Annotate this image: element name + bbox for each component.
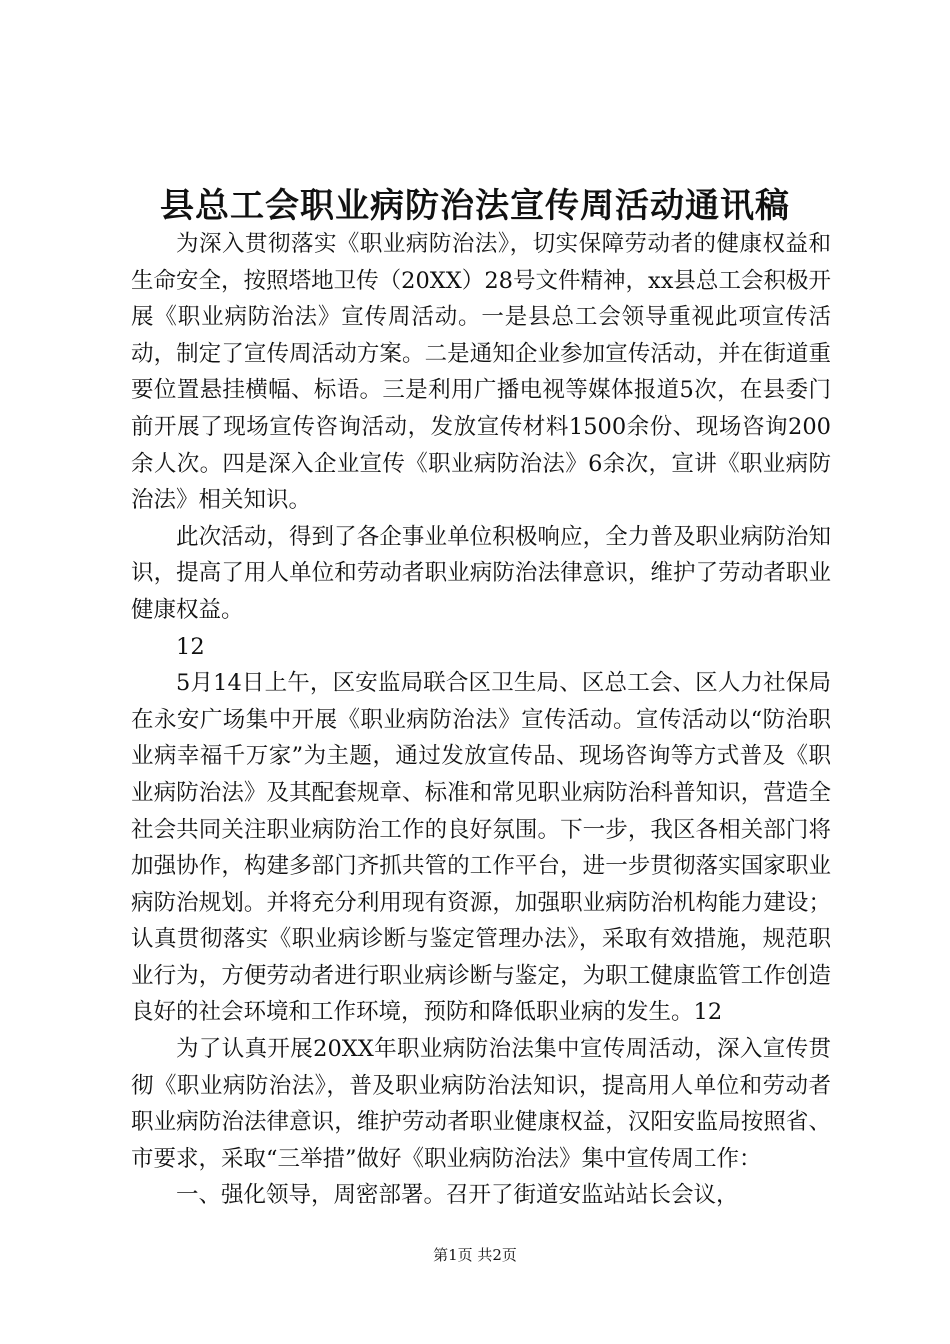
paragraph: 为深入贯彻落实《职业病防治法》，切实保障劳动者的健康权益和生命安全，按照塔地卫传（20XX）28号文件精神，xx县总工会积极开展《职业病防治法》宣传周活动。一是县总工会领导重视此项宣传活动，制定了宣传周活动方案。二是通知企业参加宣传活动，并在街道重要位置悬挂横幅、标语。三是利用广播电视等媒体报道5次，在县委门前开展了现场宣传咨询活动，发放宣传材料1500余份、现场咨询200余人次。四是深入企业宣传《职业病防治法》6余次，宣讲《职业病防治法》相关知识。 [131, 231, 831, 514]
paragraph: 此次活动，得到了各企事业单位积极响应，全力普及职业病防治知识，提高了用人单位和劳动者职业病防治法律意识，维护了劳动者职业健康权益。 [131, 523, 831, 623]
paragraph: 为了认真开展20XX年职业病防治法集中宣传周活动，深入宣传贯彻《职业病防治法》，普及职业病防治法知识，提高用人单位和劳动者职业病防治法律意识，维护劳动者职业健康权益，汉阳安监局按照省、市要求，采取“三举措”做好《职业病防治法》集中宣传周工作： [131, 1036, 831, 1172]
document-title: 县总工会职业病防治法宣传周活动通讯稿 [160, 186, 790, 226]
paragraph-number: 12 [176, 633, 205, 660]
document-body [131, 226, 831, 1214]
page-footer: 第1页 共2页 [433, 1246, 517, 1264]
paragraph: 一、强化领导，周密部署。召开了街道安监站站长会议， [176, 1182, 739, 1209]
paragraph: 5月14日上午，区安监局联合区卫生局、区总工会、区人力社保局在永安广场集中开展《职业病防治法》宣传活动。宣传活动以“防治职业病幸福千万家”为主题，通过发放宣传品、现场咨询等方式普及《职业病防治法》及其配套规章、标准和常见职业病防治科普知识，营造全社会共同关注职业病防治工作的良好氛围。下一步，我区各相关部门将加强协作，构建多部门齐抓共管的工作平台，进一步贯彻落实国家职业病防治规划。并将充分利用现有资源，加强职业病防治机构能力建设；认真贯彻落实《职业病诊断与鉴定管理办法》，采取有效措施，规范职业行为，方便劳动者进行职业病诊断与鉴定，为职工健康监管工作创造良好的社会环境和工作环境，预防和降低职业病的发生。12 [131, 670, 831, 1026]
